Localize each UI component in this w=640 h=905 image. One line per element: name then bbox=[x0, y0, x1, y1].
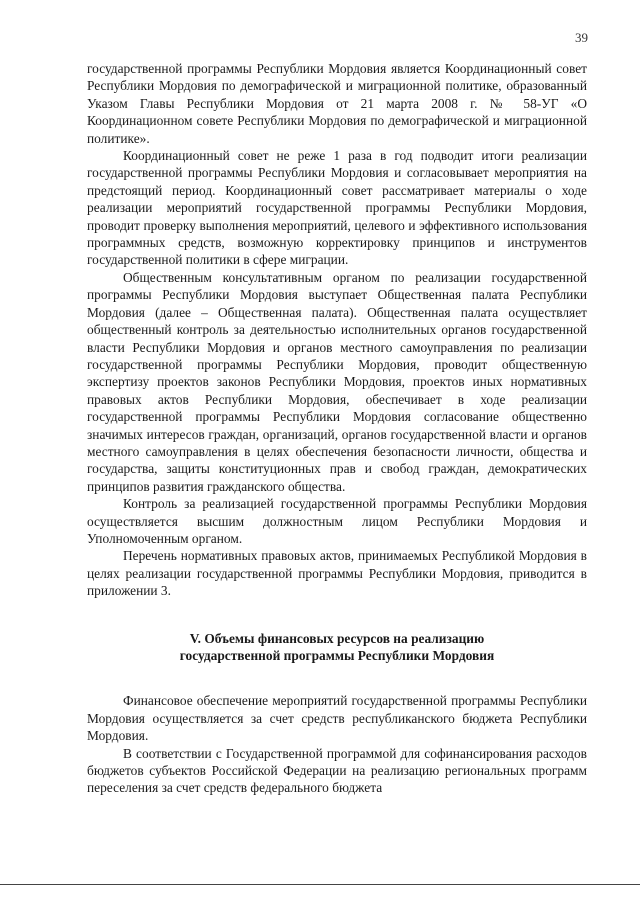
paragraph: Общественным консультативным органом по реализации государственной программы Республики Мордовия выступает Общественная палата Республики Мордовия (далее – Общественная палата). Общественная палата осуществляет общественный контроль за деятельностью исполнительных органов государственной власти Республики Мордовия и органов местного самоуправления по реализации государственной программы Республики Мордовия, проводит общественную экспертизу проектов законов Республики Мордовия, проектов иных нормативных правовых актов Республики Мордовия, обеспечивает в ходе реализации государственной программы Республики Мордовия согласование общественно значимых интересов граждан, организаций, органов государственной власти и органов местного самоуправления в целях обеспечения безопасности личности, общества и государства, защиты конституционных прав и свобод граждан, демократических принципов развития гражданского общества. bbox=[87, 269, 587, 494]
paragraph: Финансовое обеспечение мероприятий государственной программы Республики Мордовия осуществляется за счет средств республиканского бюджета Республики Мордовия. bbox=[87, 693, 587, 744]
paragraph: Координационный совет не реже 1 раза в год подводит итоги реализации государственной программы Республики Мордовия и согласовывает мероприятия на предстоящий период. Координационный совет рассматривает материалы о ходе реализации мероприятий государственной программы Республики Мордовия, проводит проверку выполнения мероприятий, целевого и эффективного использования программных средств, возможную корректировку принципов и инструментов государственной политики в сфере миграции. bbox=[87, 148, 587, 268]
section-heading bbox=[87, 630, 587, 665]
paragraph: Контроль за реализацией государственной программы Республики Мордовия осуществляется высшим должностным лицом Республики Мордовия и Уполномоченным органом. bbox=[87, 496, 587, 546]
paragraph: Перечень нормативных правовых актов, принимаемых Республикой Мордовия в целях реализации государственной программы Республики Мордовия, приводится в приложении 3. bbox=[87, 548, 587, 599]
paragraph: государственной программы Республики Мордовия является Координационный совет Республики Мордовия по демографической и миграционной политике, образованный Указом Главы Республики Мордовия от 21 марта 2008 г. № 58-УГ «О Координационном совете Республики Мордовия по демографической и миграционной политике». bbox=[87, 61, 587, 146]
page-number: 39 bbox=[575, 30, 588, 45]
section-heading-line: государственной программы Республики Мордовия bbox=[179, 648, 495, 663]
page-bottom-rule bbox=[0, 884, 640, 885]
section-heading-line: V. Объемы финансовых ресурсов на реализацию bbox=[189, 630, 485, 646]
paragraph: В соответствии с Государственной программой для софинансирования расходов бюджетов субъектов Российской Федерации на реализацию региональных программ переселения за счет средств федерального бюджета bbox=[87, 745, 587, 796]
document-body bbox=[87, 60, 587, 797]
